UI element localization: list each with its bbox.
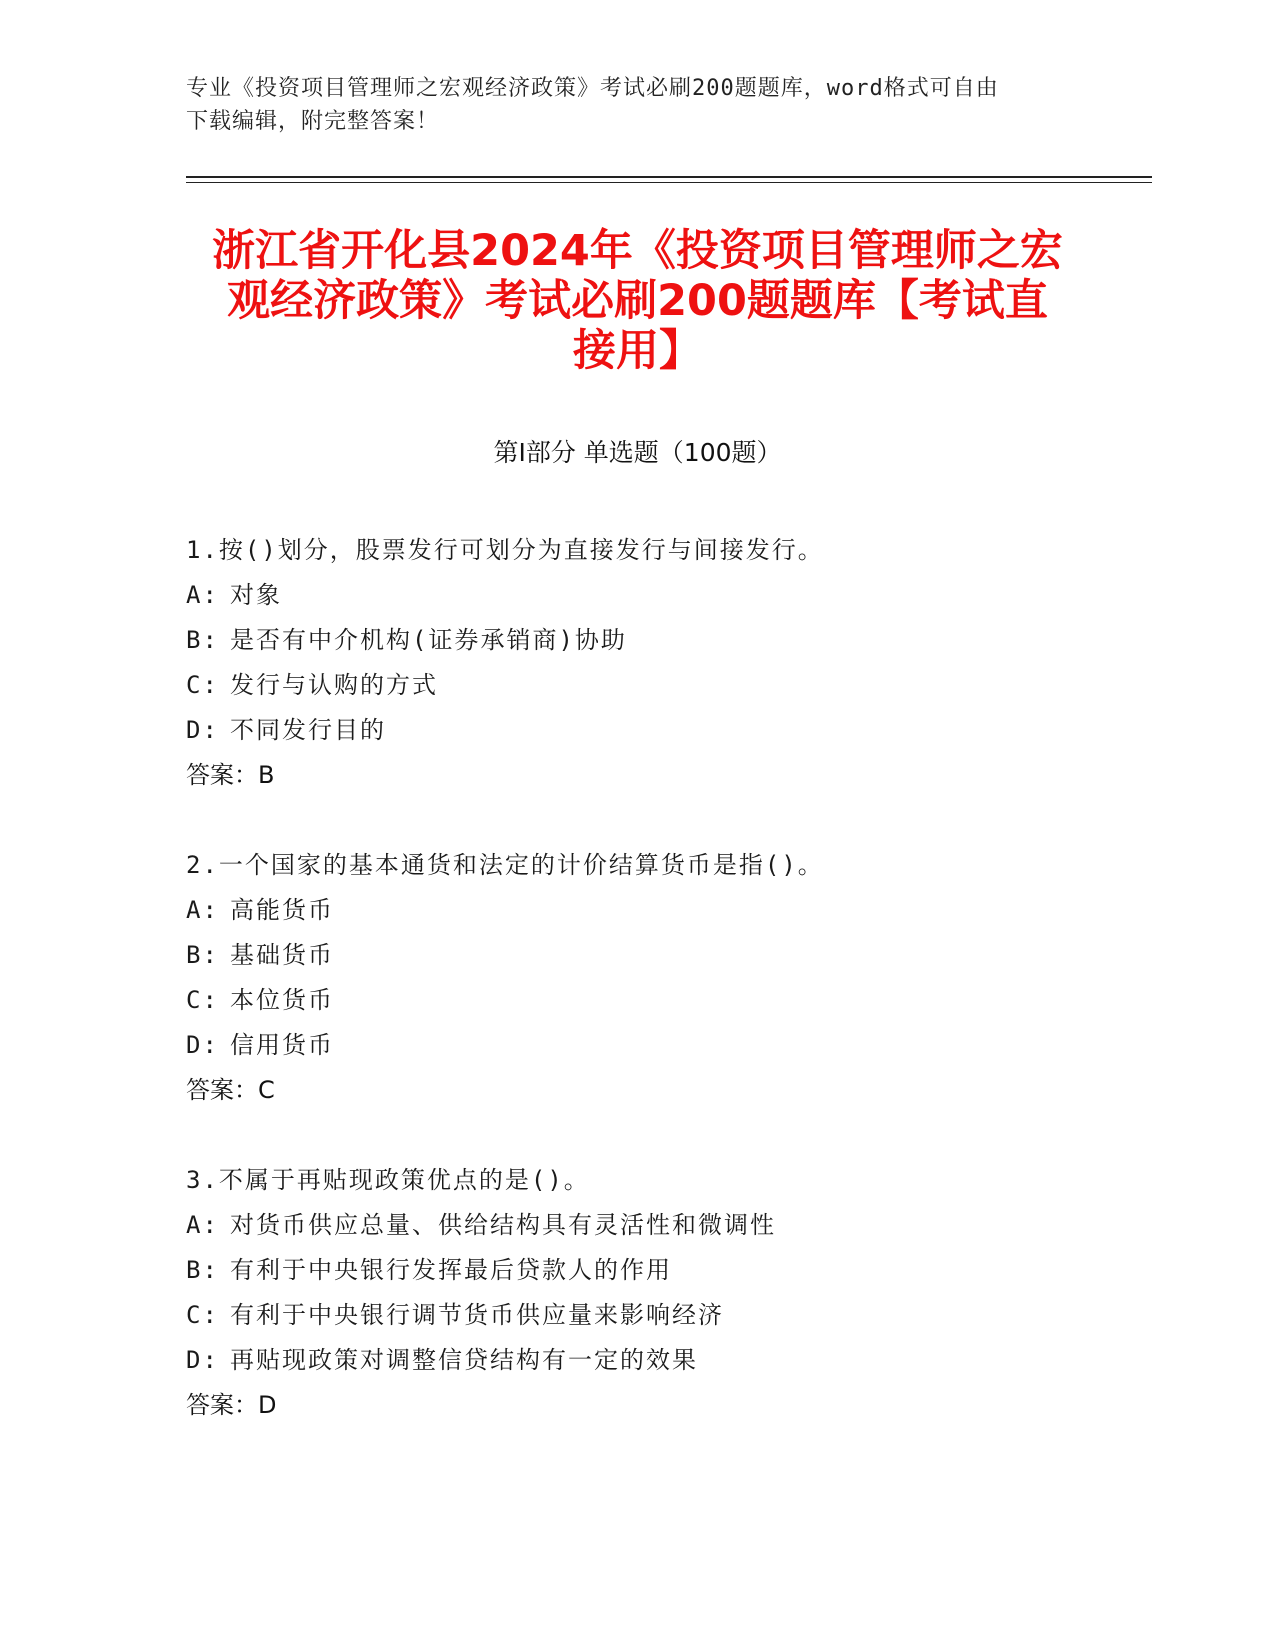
option-text: 对象 [230,581,282,609]
option-text: 有利于中央银行发挥最后贷款人的作用 [230,1256,672,1284]
option-a [186,573,1146,618]
question-1 [186,528,1146,798]
document-title [150,226,1125,376]
option-c [186,978,1146,1023]
answer: 答案：B [186,761,275,789]
option-d [186,708,1146,753]
option-text: 不同发行目的 [230,716,386,744]
option-c [186,1293,1146,1338]
option-text: 有利于中央银行调节货币供应量来影响经济 [230,1301,724,1329]
question-stem: 3.不属于再贴现政策优点的是()。 [186,1166,590,1194]
answer: 答案：C [186,1076,275,1104]
option-text: 高能货币 [230,896,334,924]
option-key: C: [186,671,219,699]
answer: 答案：D [186,1391,277,1419]
option-d [186,1338,1146,1383]
question-3 [186,1158,1146,1428]
option-text: 基础货币 [230,941,334,969]
option-key: B: [186,1256,219,1284]
document-title-line-1: 浙江省开化县2024年《投资项目管理师之宏 [212,226,1063,276]
header-note-line-2: 下载编辑，附完整答案！ [186,109,440,134]
option-key: A: [186,581,219,609]
option-text: 对货币供应总量、供给结构具有灵活性和微调性 [230,1211,776,1239]
option-text: 发行与认购的方式 [230,671,438,699]
option-a [186,1203,1146,1248]
document-title-line-2: 观经济政策》考试必刷200题题库【考试直 [227,276,1048,326]
option-key: C: [186,1301,219,1329]
option-b [186,933,1146,978]
option-text: 信用货币 [230,1031,334,1059]
header-rule-thin [186,182,1152,183]
option-key: D: [186,1346,219,1374]
option-b [186,618,1146,663]
option-key: D: [186,716,219,744]
header-rule-thick [186,176,1152,178]
option-key: A: [186,1211,219,1239]
header-note [186,72,1086,138]
option-b [186,1248,1146,1293]
question-stem: 1.按()划分，股票发行可划分为直接发行与间接发行。 [186,536,824,564]
option-key: D: [186,1031,219,1059]
option-text: 是否有中介机构(证券承销商)协助 [230,626,627,654]
option-text: 再贴现政策对调整信贷结构有一定的效果 [230,1346,698,1374]
header-note-line-1: 专业《投资项目管理师之宏观经济政策》考试必刷200题题库，word格式可自由 [186,76,999,101]
option-a [186,888,1146,933]
question-stem: 2.一个国家的基本通货和法定的计价结算货币是指()。 [186,851,824,879]
option-key: B: [186,626,219,654]
section-title: 第Ⅰ部分 单选题（100题） [493,438,782,467]
option-text: 本位货币 [230,986,334,1014]
option-key: C: [186,986,219,1014]
option-d [186,1023,1146,1068]
option-key: A: [186,896,219,924]
option-c [186,663,1146,708]
question-2 [186,843,1146,1113]
option-key: B: [186,941,219,969]
document-title-line-3: 接用】 [573,326,702,376]
question-list [186,528,1146,1473]
